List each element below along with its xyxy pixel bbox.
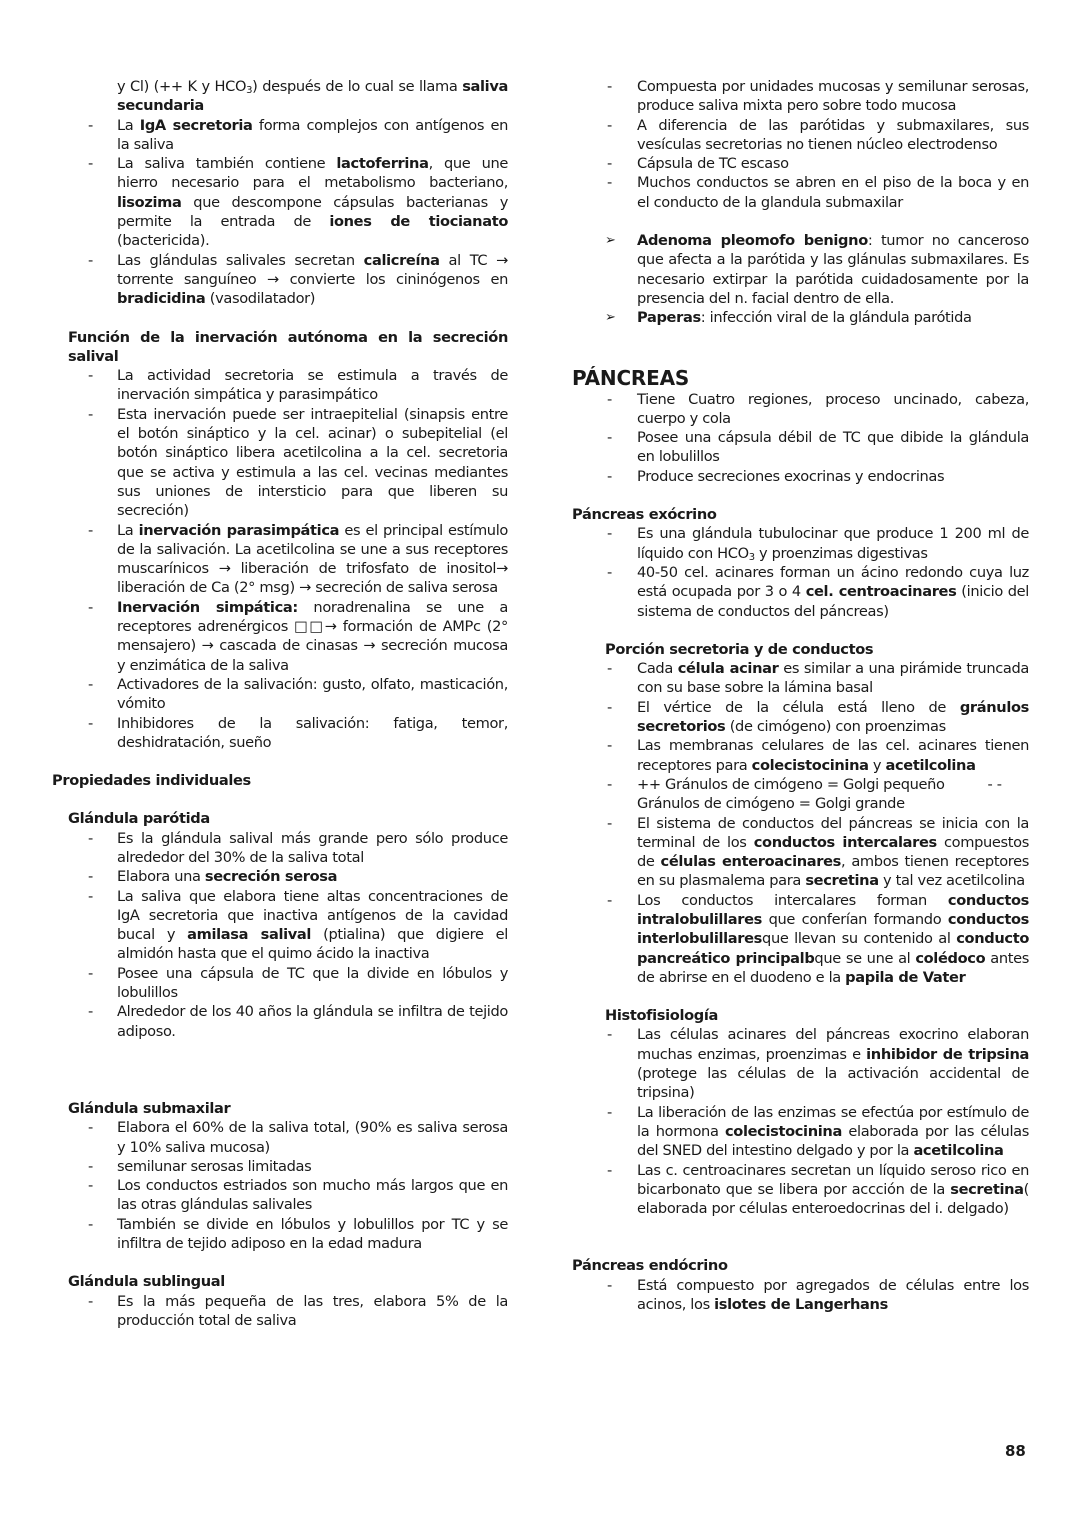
list-item: - Posee una cápsula débil de TC que dibide la glándula en lobulillos [607,429,1029,466]
dash-bullet-icon: - [88,887,93,905]
dash-bullet-icon: - [607,390,612,408]
list-item: - Inhibidores de la salivación: fatiga, temor, deshidratación, sueño [88,714,508,751]
section-heading-autonomic: Función de la inervación autónoma en la secreción salival [68,328,508,365]
dash-bullet-icon: - [88,1157,93,1175]
section-heading-exocrine: Páncreas exócrino [572,506,717,524]
list-item: - Es una glándula tubulocinar que produce 1 200 ml de líquido con $HCO_3$ y proenzimas digestivas [607,525,1029,563]
dash-bullet-icon: - [88,521,93,539]
section-heading-submaxillary: Glándula submaxilar [68,1099,231,1117]
list-item: - También se divide en lóbulos y lobulillos por TC y se infiltra de tejido adiposo en la edad madura [88,1215,508,1253]
list-item: - Cápsula de TC escaso [607,155,789,173]
dash-bullet-icon: - [607,660,612,678]
list-item: - La IgA secretoria forma complejos con antígenos en la saliva [88,116,508,153]
dash-bullet-icon: - [88,964,93,982]
section-heading-parotid: Glándula parótida [68,810,210,828]
dash-bullet-icon: - [607,737,612,755]
list-item: - Los conductos estriados son mucho más largos que en las otras glándulas salivales [88,1177,508,1214]
dash-bullet-icon: - [607,1161,612,1179]
dash-bullet-icon: - [607,775,612,793]
dash-bullet-icon: - [88,829,93,847]
list-item: - Está compuesto por agregados de células entre los acinos, los islotes de Langerhans [607,1276,1029,1314]
arrow-bullet-icon: ➢ [605,233,616,249]
list-item: - La liberación de las enzimas se efectúa por estímulo de la hormona colecistocinina elaborada por las células del SNED del intestino delgado y por la acetilcolina [607,1103,1029,1160]
list-item: - El sistema de conductos del páncreas se inicia con la terminal de los conductos intercalares compuestos de células enteroacinares, ambos tienen receptores en su plasmalema para secretina y tal vez acetilcolina [607,814,1030,890]
list-item: - semilunar serosas limitadas [88,1157,312,1175]
right-column [572,77,1029,1314]
dash-bullet-icon: - [88,1003,93,1021]
list-item: - Produce secreciones exocrinas y endocrinas [607,467,945,485]
section-heading-histophysiology: Histofisiología [605,1007,719,1025]
dash-bullet-icon: - [607,467,612,485]
dash-bullet-icon: - [607,155,612,173]
list-item: - Posee una cápsula de TC que la divide en lóbulos y lobulillos [88,964,508,1002]
dash-bullet-icon: - [88,1215,93,1233]
list-item: - Inervación simpática: noradrenalina se une a receptores adrenérgicos □□→ formación de AMPc (2° mensajero) → cascada de cinasas → secreción mucosa y enzimática de la saliva [88,598,509,674]
dash-bullet-icon: - [607,1026,612,1044]
list-item: - ++ Gránulos de cimógeno = Golgi pequeño - - Gránulos de cimógeno = Golgi grande [607,775,1006,813]
arrow-list-item: ➢ Paperas: infección viral de la glándula parótida [605,309,972,327]
dash-bullet-icon: - [607,1276,612,1294]
dash-bullet-icon: - [88,675,93,693]
dash-bullet-icon: - [607,563,612,581]
section-heading-endocrine: Páncreas endócrino [572,1257,728,1275]
list-item: - 40-50 cel. acinares forman un ácino redondo cuya luz está ocupada por 3 o 4 cel. centroacinares (inicio del sistema de conductos del páncreas) [607,563,1030,620]
left-column [52,77,508,1330]
dash-bullet-icon: - [607,1103,612,1121]
page-number: 88 [1005,1442,1026,1460]
list-item: - Los conductos intercalares forman conductos intralobulillares que conferían formando conductos interlobulillaresque llevan su contenido al conducto pancreático principalbque se une al colédoco antes de abrirse en el duodeno e la papila de Vater [607,891,1029,986]
list-item: - La actividad secretoria se estimula a través de inervación simpática y parasimpático [88,367,508,404]
dash-bullet-icon: - [607,525,612,543]
list-item: - Las células acinares del páncreas exocrino elaboran muchas enzimas, proenzimas e inhibidor de tripsina (protege las células de la activación accidental de tripsina) [607,1026,1029,1102]
list-item: - Las membranas celulares de las cel. acinares tienen receptores para colecistocinina y acetilcolina [607,737,1029,774]
list-item: - Es la glándula salival más grande pero sólo produce alrededor del 30% de la saliva total [88,829,508,866]
dash-bullet-icon: - [88,868,93,886]
dash-bullet-icon: - [88,155,93,173]
list-item: - Elabora una secreción serosa [88,868,338,886]
list-item: - Las c. centroacinares secretan un líquido seroso rico en bicarbonato que se libera por accción de la secretina( elaborada por células enteroedocrinas del i. delgado) [607,1161,1029,1218]
list-item: - Cada célula acinar es similar a una pirámide truncada con su base sobre la lámina basal [607,660,1029,697]
list-item: - La saliva también contiene lactoferrina, que une hierro necesario para el metabolismo bacteriano, lisozima que descompone cápsulas bacterianas y permite la entrada de iones de tiocianato (bactericida). [88,155,508,250]
list-item: - La inervación parasimpática es el principal estímulo de la salivación. La acetilcolina se une a sus receptores muscarínicos → liberación de trifosfato de inositol→ liberación de Ca (2° msg) → secreción de saliva serosa [88,521,508,597]
arrow-list-item: ➢ Adenoma pleomofo benigno: tumor no canceroso que afecta a la parótida y las glánulas submaxilares. Es necesario extirpar la parótida cuidadosamente por la presencia del n. facial dentro de ella. [605,232,1029,307]
list-item: - A diferencia de las parótidas y submaxilares, sus vesículas secretorias no tienen núcleo electrodenso [607,116,1029,153]
dash-bullet-icon: - [88,116,93,134]
list-item: - Elabora el 60% de la saliva total, (90% es saliva serosa y 10% saliva mucosa) [88,1119,508,1156]
dash-bullet-icon: - [607,78,612,95]
dash-bullet-icon: - [88,598,93,616]
list-item: - Las glándulas salivales secretan calicreína al TC → torrente sanguíneo → convierte los cininógenos en bradicidina (vasodilatador) [88,251,508,308]
continuation-paragraph: y Cl) (++ K y $HCO_3$) después de lo cual se llama saliva secundaria [117,78,508,115]
dash-bullet-icon: - [88,251,93,269]
list-item: - Alrededor de los 40 años la glándula se infiltra de tejido adiposo. [88,1003,508,1040]
dash-bullet-icon: - [88,1177,93,1195]
dash-bullet-icon: - [88,714,93,732]
dash-bullet-icon: - [607,174,612,192]
dash-bullet-icon: - [607,814,612,832]
list-item: - Tiene Cuatro regiones, proceso uncinado, cabeza, cuerpo y cola [607,390,1029,427]
arrow-bullet-icon: ➢ [605,310,616,326]
dash-bullet-icon: - [607,891,612,909]
list-item: - El vértice de la célula está lleno de gránulos secretorios (de cimógeno) con proenzimas [607,698,1029,736]
list-item: - Esta inervación puede ser intraepitelial (sinapsis entre el botón sináptico y la cel. acinar) o subepitelial (el botón sináptico libera acetilcolina a la cel. secretoria que se activa y estimula a las cel. vecinas mediantes sus uniones de intersticio para que liberen su secreción) [88,405,508,520]
list-item: - Es la más pequeña de las tres, elabora 5% de la producción total de saliva [88,1292,508,1329]
section-heading-sublingual: Glándula sublingual [68,1273,225,1291]
list-item: - Activadores de la salivación: gusto, olfato, masticación, vómito [88,675,508,713]
list-item: - Muchos conductos se abren en el piso de la boca y en el conducto de la glandula submaxilar [607,174,1029,211]
dash-bullet-icon: - [607,116,612,134]
dash-bullet-icon: - [88,405,93,423]
dash-bullet-icon: - [607,698,612,716]
dash-bullet-icon: - [607,429,612,447]
dash-bullet-icon: - [88,367,93,385]
list-item: - La saliva que elabora tiene altas concentraciones de IgA secretoria que inactiva antígenos de la cavidad bucal y amilasa salival (ptialina) que digiere el almidón hasta que el quimo ácido la inactiva [88,887,508,963]
section-heading-secretory: Porción secretoria y de conductos [605,640,874,658]
dash-bullet-icon: - [88,1292,93,1310]
section-heading-pancreas: PÁNCREAS [572,365,690,390]
list-item: - Compuesta por unidades mucosas y semilunar serosas, produce saliva mixta pero sobre todo mucosa [607,78,1029,115]
section-heading-properties: Propiedades individuales [52,772,251,790]
dash-bullet-icon: - [88,1119,93,1137]
